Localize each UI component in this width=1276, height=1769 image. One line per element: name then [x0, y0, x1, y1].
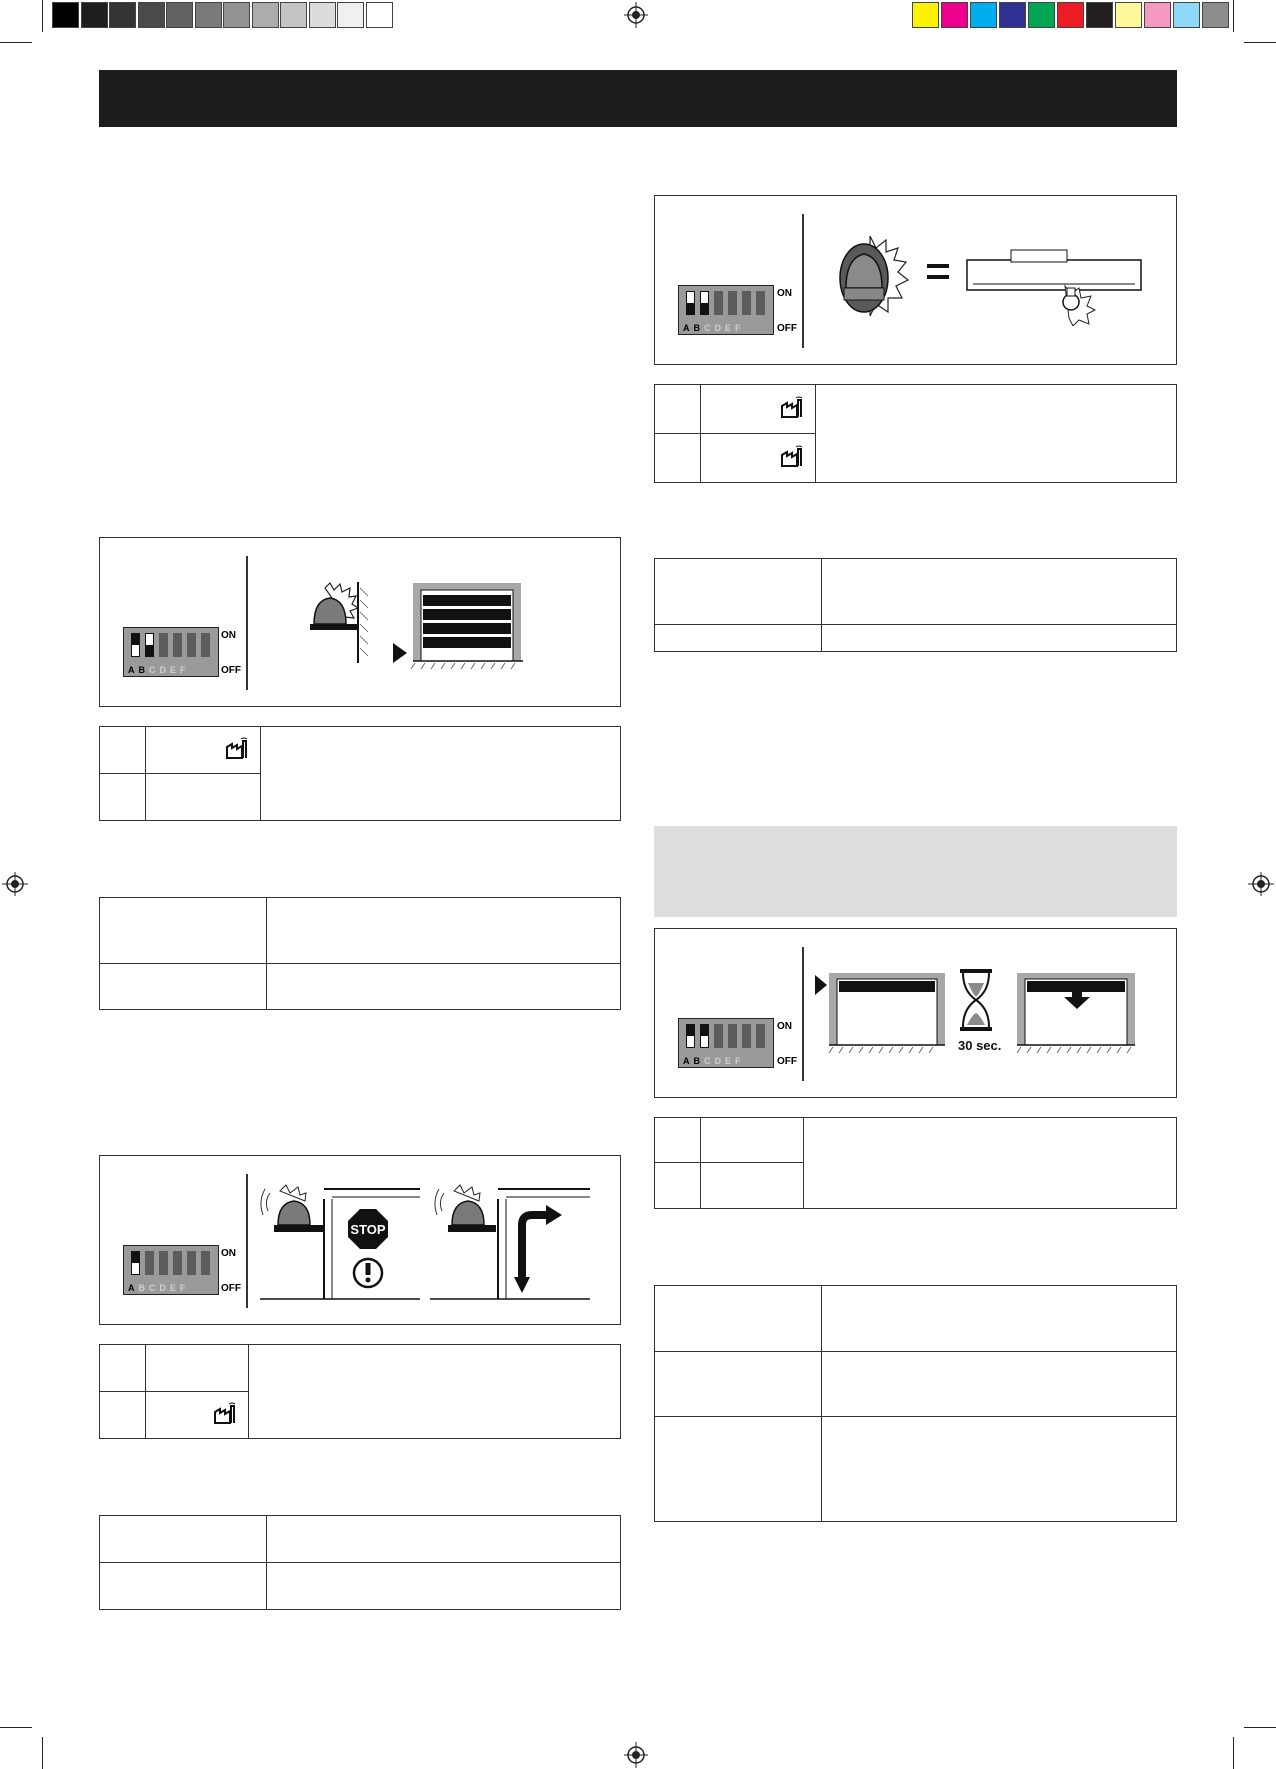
color-swatch	[1173, 2, 1200, 28]
opener-light-icon	[965, 246, 1145, 326]
off-label: OFF	[221, 665, 241, 676]
on-label: ON	[777, 288, 792, 299]
off-label: OFF	[221, 1283, 241, 1294]
closing-door-icon	[1015, 969, 1145, 1059]
dip-switch-block: ABCDEF	[678, 285, 774, 335]
on-label: ON	[221, 630, 236, 641]
figure-lamp-equals-opener-light	[654, 195, 1177, 365]
on-label: ON	[777, 1021, 792, 1032]
info-table	[654, 558, 1177, 652]
color-swatch	[1057, 2, 1084, 28]
crop-mark	[42, 0, 43, 32]
registration-mark-icon	[2, 872, 28, 896]
factory-icon	[781, 396, 803, 418]
factory-icon	[214, 1402, 236, 1424]
hourglass-icon	[958, 969, 994, 1033]
figure-warning-light-door	[99, 537, 621, 707]
warning-light-icon	[300, 578, 380, 663]
gray-swatch	[337, 2, 364, 28]
warning-light-stop-scene	[260, 1181, 420, 1301]
color-swatch	[941, 2, 968, 28]
note-box	[654, 826, 1177, 917]
registration-mark-icon	[1248, 872, 1274, 896]
open-door-icon	[815, 969, 945, 1059]
gray-swatch	[81, 2, 108, 28]
color-swatch	[1202, 2, 1229, 28]
factory-icon	[226, 737, 248, 759]
dip-switch-block: ABCDEF	[678, 1018, 774, 1068]
color-swatch	[999, 2, 1026, 28]
info-table	[654, 1285, 1177, 1522]
crop-mark	[1233, 0, 1234, 32]
option-table	[654, 384, 1177, 483]
color-swatch	[1028, 2, 1055, 28]
color-swatch	[1086, 2, 1113, 28]
gray-swatch	[366, 2, 393, 28]
gray-swatch	[166, 2, 193, 28]
gray-swatch	[252, 2, 279, 28]
color-swatch	[1144, 2, 1171, 28]
gray-swatch	[223, 2, 250, 28]
svg-text:STOP: STOP	[350, 1222, 386, 1237]
gray-swatch	[109, 2, 136, 28]
crop-mark	[1233, 1737, 1234, 1769]
on-label: ON	[221, 1248, 236, 1259]
garage-door-icon	[391, 583, 531, 673]
info-table	[99, 897, 621, 1010]
info-table	[99, 1515, 621, 1610]
section-header-bar	[99, 70, 1177, 127]
gray-swatch	[52, 2, 79, 28]
dip-switch-block: ABCDEF	[123, 1245, 219, 1295]
crop-mark	[0, 42, 32, 43]
dip-switch-block: ABCDEF	[123, 627, 219, 677]
color-swatch	[970, 2, 997, 28]
color-swatch	[1115, 2, 1142, 28]
figure-warning-light-stop	[99, 1155, 621, 1325]
registration-mark-icon	[624, 2, 648, 28]
option-table	[99, 726, 621, 821]
factory-icon	[781, 445, 803, 467]
equals-sign-icon	[927, 264, 949, 268]
option-table	[654, 1117, 1177, 1209]
option-table	[99, 1344, 621, 1439]
registration-mark-icon	[624, 1742, 648, 1768]
timer-label: 30 sec.	[958, 1038, 1002, 1053]
off-label: OFF	[777, 323, 797, 334]
crop-mark	[0, 1727, 32, 1728]
gray-swatch	[195, 2, 222, 28]
crop-mark	[1244, 1727, 1276, 1728]
crop-mark	[1244, 42, 1276, 43]
gray-swatch	[309, 2, 336, 28]
figure-auto-close-timer	[654, 928, 1177, 1098]
off-label: OFF	[777, 1056, 797, 1067]
warning-lamp-icon	[830, 236, 910, 326]
crop-mark	[42, 1737, 43, 1769]
gray-swatch	[138, 2, 165, 28]
warning-light-reverse-scene	[430, 1181, 590, 1301]
color-swatch	[912, 2, 939, 28]
gray-swatch	[280, 2, 307, 28]
